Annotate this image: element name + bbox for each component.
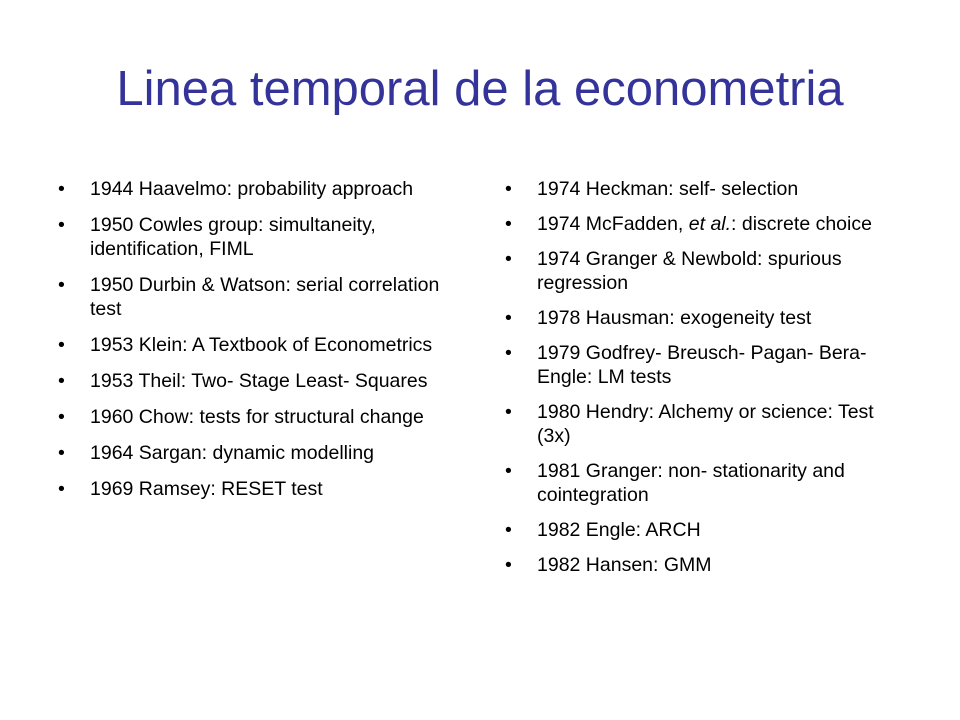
list-item-text: 1960 Chow: tests for structural change (90, 406, 424, 428)
list-item (505, 553, 905, 577)
list-item (505, 212, 905, 236)
list-item (58, 441, 450, 465)
list-item-text: 1978 Hausman: exogeneity test (537, 307, 812, 329)
list-item-text: 1950 Durbin & Watson: serial correlation test (90, 274, 440, 320)
list-item (505, 306, 905, 330)
list-item-text: 1964 Sargan: dynamic modelling (90, 442, 375, 464)
list-item-text: 1981 Granger: non- stationarity and cointegration (537, 460, 845, 506)
bullet-icon: • (505, 213, 512, 235)
list-item (505, 341, 905, 389)
slide-title: Linea temporal de la econometria (116, 62, 844, 116)
bullet-icon: • (58, 406, 65, 428)
bullet-icon: • (505, 554, 512, 576)
bullet-icon: • (505, 307, 512, 329)
bullet-icon: • (505, 342, 512, 364)
bullet-icon: • (505, 178, 512, 200)
list-item (58, 405, 450, 429)
list-item-text: 1953 Theil: Two- Stage Least- Squares (90, 370, 428, 392)
list-item (505, 247, 905, 295)
bullet-icon: • (58, 478, 65, 500)
list-item-text: 1980 Hendry: Alchemy or science: Test (3x) (537, 401, 874, 447)
bullet-icon: • (505, 460, 512, 482)
bullet-icon: • (58, 214, 65, 236)
list-item-text: 1969 Ramsey: RESET test (90, 478, 323, 500)
list-item (505, 400, 905, 448)
bullet-icon: • (58, 370, 65, 392)
list-item (505, 177, 905, 201)
list-item (58, 333, 450, 357)
list-item-text: 1982 Hansen: GMM (537, 554, 712, 576)
bullet-icon: • (58, 442, 65, 464)
list-item-text: 1944 Haavelmo: probability approach (90, 178, 414, 200)
list-item (58, 177, 450, 201)
right-timeline-list (505, 177, 905, 588)
list-item (58, 273, 450, 321)
list-item (58, 477, 450, 501)
list-item-text-italic: et al. (688, 213, 732, 235)
list-item (505, 518, 905, 542)
bullet-icon: • (505, 248, 512, 270)
list-item-text: 1974 Heckman: self- selection (537, 178, 799, 200)
bullet-icon: • (58, 274, 65, 296)
list-item (505, 459, 905, 507)
list-item-text: 1979 Godfrey- Breusch- Pagan- Bera- Engle: LM tests (537, 342, 867, 388)
bullet-icon: • (505, 519, 512, 541)
list-item-text: 1950 Cowles group: simultaneity, identification, FIML (90, 214, 376, 260)
bullet-icon: • (58, 334, 65, 356)
list-item (58, 213, 450, 261)
list-item-text (537, 213, 872, 235)
list-item-text: 1953 Klein: A Textbook of Econometrics (90, 334, 433, 356)
list-item-text: 1974 Granger & Newbold: spurious regression (537, 248, 842, 294)
bullet-icon: • (58, 178, 65, 200)
left-timeline-list (58, 177, 450, 513)
list-item-text-part: 1974 McFadden, (537, 213, 689, 235)
bullet-icon: • (505, 401, 512, 423)
list-item-text-part: : discrete choice (731, 213, 872, 235)
list-item-text: 1982 Engle: ARCH (537, 519, 701, 541)
list-item (58, 369, 450, 393)
